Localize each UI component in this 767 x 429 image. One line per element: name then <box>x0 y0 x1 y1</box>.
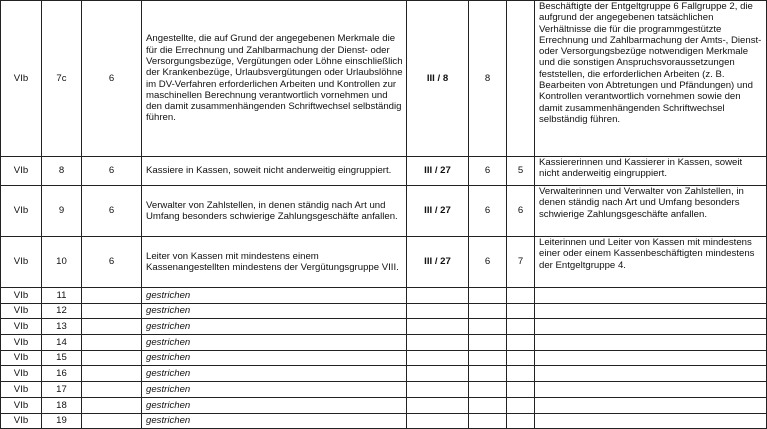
reference-cell: III / 27 <box>407 237 469 288</box>
years-cell: 6 <box>82 186 142 237</box>
years-cell: 6 <box>82 157 142 186</box>
grade-cell: VIb <box>1 335 42 351</box>
grade-cell: VIb <box>1 1 42 157</box>
struck-label: gestrichen <box>142 366 407 382</box>
years-cell: 6 <box>82 237 142 288</box>
entgeltgruppe-cell: 6 <box>469 186 507 237</box>
struck-label: gestrichen <box>142 382 407 398</box>
new-description-cell <box>535 350 767 366</box>
struck-label: gestrichen <box>142 335 407 351</box>
table-row <box>1 397 767 413</box>
years-cell <box>82 288 142 304</box>
grade-cell: VIb <box>1 397 42 413</box>
number-cell: 11 <box>42 288 82 304</box>
number-cell: 7c <box>42 1 82 157</box>
years-cell <box>82 335 142 351</box>
grade-cell: VIb <box>1 303 42 319</box>
table-row <box>1 186 767 237</box>
new-description-cell <box>535 366 767 382</box>
struck-label: gestrichen <box>142 397 407 413</box>
table-row <box>1 335 767 351</box>
grade-cell: VIb <box>1 319 42 335</box>
reference-cell <box>407 303 469 319</box>
stufe-cell <box>507 1 535 157</box>
number-cell: 10 <box>42 237 82 288</box>
reference-cell <box>407 413 469 429</box>
struck-label: gestrichen <box>142 288 407 304</box>
reference-cell <box>407 350 469 366</box>
number-cell: 19 <box>42 413 82 429</box>
new-description-cell <box>535 382 767 398</box>
stufe-cell <box>507 288 535 304</box>
grade-cell: VIb <box>1 413 42 429</box>
reference-cell: III / 8 <box>407 1 469 157</box>
entgeltgruppe-cell <box>469 350 507 366</box>
grade-cell: VIb <box>1 288 42 304</box>
new-description-cell <box>535 319 767 335</box>
number-cell: 12 <box>42 303 82 319</box>
number-cell: 13 <box>42 319 82 335</box>
table-row <box>1 1 767 157</box>
stufe-cell <box>507 335 535 351</box>
number-cell: 17 <box>42 382 82 398</box>
entgeltgruppe-cell <box>469 397 507 413</box>
number-cell: 8 <box>42 157 82 186</box>
grade-cell: VIb <box>1 157 42 186</box>
struck-label: gestrichen <box>142 303 407 319</box>
struck-label: gestrichen <box>142 350 407 366</box>
reference-cell <box>407 397 469 413</box>
number-cell: 16 <box>42 366 82 382</box>
entgeltgruppe-cell <box>469 288 507 304</box>
struck-label: gestrichen <box>142 413 407 429</box>
entgeltgruppe-cell <box>469 335 507 351</box>
new-description-cell: Kassiererinnen und Kassierer in Kassen, soweit nicht anderweitig eingruppiert. <box>535 157 767 186</box>
table-row <box>1 366 767 382</box>
years-cell <box>82 382 142 398</box>
description-cell: Leiter von Kassen mit mindestens einem Kassenangestellten mindestens der Vergütungsgruppe VIII. <box>142 237 407 288</box>
table-row <box>1 319 767 335</box>
new-description-cell <box>535 397 767 413</box>
entgeltgruppe-cell: 6 <box>469 237 507 288</box>
stufe-cell: 6 <box>507 186 535 237</box>
table-row <box>1 382 767 398</box>
reference-cell <box>407 382 469 398</box>
stufe-cell: 7 <box>507 237 535 288</box>
stufe-cell <box>507 350 535 366</box>
years-cell <box>82 350 142 366</box>
years-cell <box>82 366 142 382</box>
entgeltgruppe-cell <box>469 382 507 398</box>
table-row <box>1 237 767 288</box>
new-description-cell <box>535 335 767 351</box>
number-cell: 9 <box>42 186 82 237</box>
entgeltgruppe-cell <box>469 413 507 429</box>
entgeltgruppe-cell <box>469 319 507 335</box>
stufe-cell <box>507 303 535 319</box>
table-row <box>1 413 767 429</box>
stufe-cell <box>507 382 535 398</box>
years-cell <box>82 413 142 429</box>
stufe-cell <box>507 366 535 382</box>
years-cell <box>82 319 142 335</box>
entgeltgruppe-cell: 6 <box>469 157 507 186</box>
reference-cell: III / 27 <box>407 157 469 186</box>
table-row <box>1 157 767 186</box>
new-description-cell: Beschäftigte der Entgeltgruppe 6 Fallgruppe 2, die aufgrund der angegebenen tatsächlichen Verhältnisse die für die programmgestützte Errechnung und Zahlbarmachung der Amts-, Dienst- oder Versorgungsbezüge notwendigen Merkmale und die sonstigen Anspruchsvoraussetzungen feststellen, die erforderlichen Arbeiten (z. B. Bearbeiten von Abtretungen und Pfändungen) und Kontrollen verantwortlich vornehmen sowie den damit zusammenhängenden Schriftwechsel selbständig führen. <box>535 1 767 157</box>
reference-cell <box>407 366 469 382</box>
description-cell: Angestellte, die auf Grund der angegebenen Merkmale die für die Errechnung und Zahlbarmachung der Dienst- oder Versorgungsbezüge, Vergütungen oder Löhne einschließlich der Krankenbezüge, Urlaubsvergütungen oder Urlaubslöhne im DV-Verfahren erforderlichen Arbeiten und Kontrollen zur maschinellen Berechnung verantwortlich vornehmen und den damit zusammenhängenden Schriftwechsel selbständig führen. <box>142 1 407 157</box>
grade-cell: VIb <box>1 237 42 288</box>
new-description-cell: Verwalterinnen und Verwalter von Zahlstellen, in denen ständig nach Art und Umfang besonders schwierige Zahlungsgeschäfte anfallen. <box>535 186 767 237</box>
number-cell: 15 <box>42 350 82 366</box>
entgeltgruppe-cell <box>469 303 507 319</box>
stufe-cell <box>507 397 535 413</box>
stufe-cell <box>507 413 535 429</box>
reference-cell <box>407 335 469 351</box>
years-cell <box>82 303 142 319</box>
new-description-cell <box>535 303 767 319</box>
struck-label: gestrichen <box>142 319 407 335</box>
grade-cell: VIb <box>1 350 42 366</box>
description-cell: Verwalter von Zahlstellen, in denen ständig nach Art und Umfang besonders schwierige Zahlungsgeschäfte anfallen. <box>142 186 407 237</box>
years-cell: 6 <box>82 1 142 157</box>
new-description-cell: Leiterinnen und Leiter von Kassen mit mindestens einer oder einem Kassenbeschäftigten mindestens der Entgeltgruppe 4. <box>535 237 767 288</box>
reference-cell <box>407 319 469 335</box>
reference-cell <box>407 288 469 304</box>
number-cell: 14 <box>42 335 82 351</box>
new-description-cell <box>535 413 767 429</box>
grade-cell: VIb <box>1 382 42 398</box>
stufe-cell: 5 <box>507 157 535 186</box>
table-row <box>1 288 767 304</box>
years-cell <box>82 397 142 413</box>
table-row <box>1 303 767 319</box>
entgeltgruppe-cell: 8 <box>469 1 507 157</box>
new-description-cell <box>535 288 767 304</box>
grade-cell: VIb <box>1 366 42 382</box>
description-cell: Kassiere in Kassen, soweit nicht anderweitig eingruppiert. <box>142 157 407 186</box>
grade-cell: VIb <box>1 186 42 237</box>
number-cell: 18 <box>42 397 82 413</box>
entgeltgruppe-cell <box>469 366 507 382</box>
reference-cell: III / 27 <box>407 186 469 237</box>
table-row <box>1 350 767 366</box>
stufe-cell <box>507 319 535 335</box>
